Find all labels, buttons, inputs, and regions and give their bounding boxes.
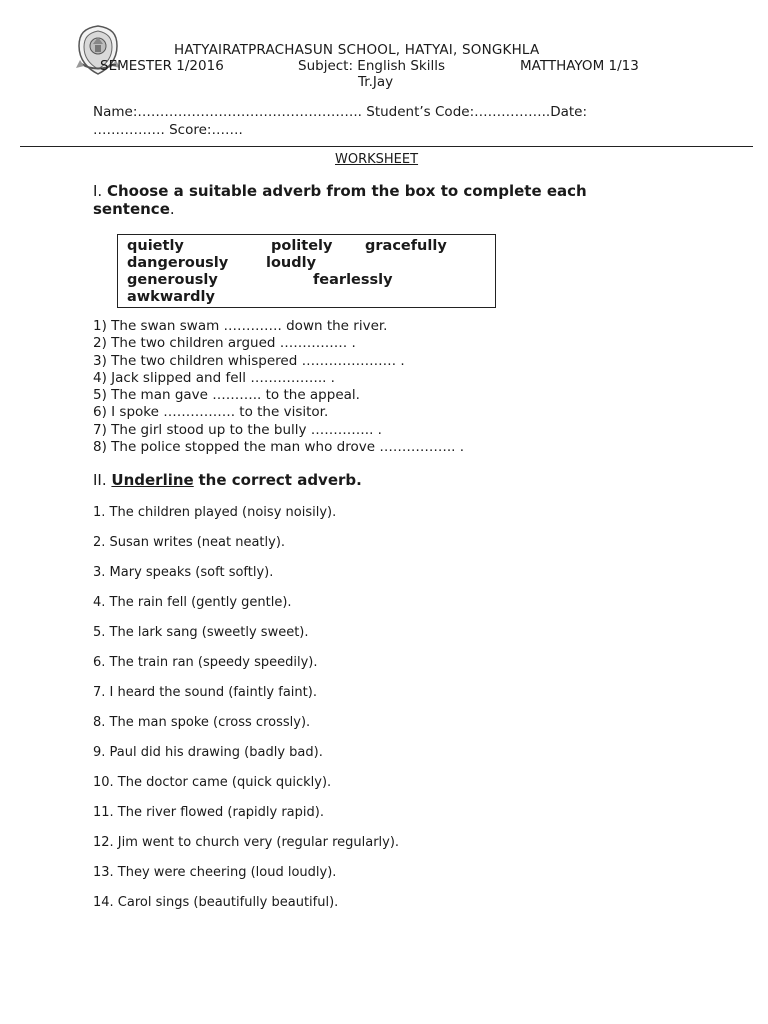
semester-label: SEMESTER 1/2016 (100, 58, 224, 74)
worksheet-title: WORKSHEET (335, 152, 419, 167)
section-1-list (93, 318, 464, 456)
list-item: 6. The train ran (speedy speedily). (93, 655, 318, 670)
list-item: 1) The swan swam …………. down the river. (93, 318, 388, 334)
word-box-word: generously (127, 272, 218, 288)
list-item: 3) The two children whispered ………………… . (93, 352, 405, 369)
divider-line (20, 146, 753, 147)
list-item: 11. The river flowed (rapidly rapid). (93, 805, 324, 820)
list-item: 4. The rain fell (gently gentle). (93, 595, 292, 610)
section-2-underlined-word: Underline (111, 471, 194, 489)
section-1-instruction: Choose a suitable adverb from the box to complete each sentence (93, 182, 587, 218)
list-item: 6) I spoke ……………. to the visitor. (93, 404, 329, 421)
section-1-heading (93, 182, 633, 218)
list-item: 4) Jack slipped and fell …………….. . (93, 369, 335, 386)
section-2-number: II. (93, 471, 107, 489)
list-item: 2) The two children argued …………… . (93, 335, 356, 352)
word-box-word: politely (271, 238, 333, 254)
list-item: 12. Jim went to church very (regular regularly). (93, 835, 400, 850)
section-2-instruction: the correct adverb. (198, 471, 362, 489)
section-1-number: I. (93, 182, 103, 200)
word-box-word: loudly (266, 255, 317, 271)
section-2-list (93, 505, 399, 925)
student-fields-line-2: ……………. Score:……. (93, 122, 243, 138)
list-item: 5. The lark sang (sweetly sweet). (93, 625, 309, 640)
school-name: HATYAIRATPRACHASUN SCHOOL, HATYAI, SONGKHLA (174, 42, 540, 58)
list-item: 7) The girl stood up to the bully ………….. . (93, 421, 382, 438)
class-label: MATTHAYOM 1/13 (520, 58, 639, 74)
list-item: 10. The doctor came (quick quickly). (93, 775, 332, 790)
word-box-word: dangerously (127, 255, 229, 271)
list-item: 8. The man spoke (cross crossly). (93, 715, 311, 730)
list-item: 5) The man gave ……….. to the appeal. (93, 387, 360, 404)
subject-label: Subject: English Skills (298, 58, 446, 74)
list-item: 14. Carol sings (beautifully beautiful). (93, 895, 339, 910)
list-item: 9. Paul did his drawing (badly bad). (93, 745, 323, 760)
list-item: 7. I heard the sound (faintly faint). (93, 685, 317, 700)
student-fields-line-1: Name:………………………………………….. Student’s Code:……………..Date: (93, 104, 588, 120)
section-2-heading (93, 471, 362, 489)
list-item: 3. Mary speaks (soft softly). (93, 565, 274, 580)
list-item: 2. Susan writes (neat neatly). (93, 535, 286, 550)
section-1-period: . (169, 200, 175, 218)
word-box-word: awkwardly (127, 289, 215, 305)
word-box-word: quietly (127, 238, 184, 254)
list-item: 1. The children played (noisy noisily). (93, 505, 337, 520)
word-box (117, 234, 496, 308)
list-item: 13. They were cheering (loud loudly). (93, 865, 337, 880)
word-box-word: fearlessly (313, 272, 393, 288)
word-box-word: gracefully (365, 238, 447, 254)
teacher-name: Tr.Jay (358, 74, 394, 90)
list-item: 8) The police stopped the man who drove …………….. . (93, 439, 464, 456)
